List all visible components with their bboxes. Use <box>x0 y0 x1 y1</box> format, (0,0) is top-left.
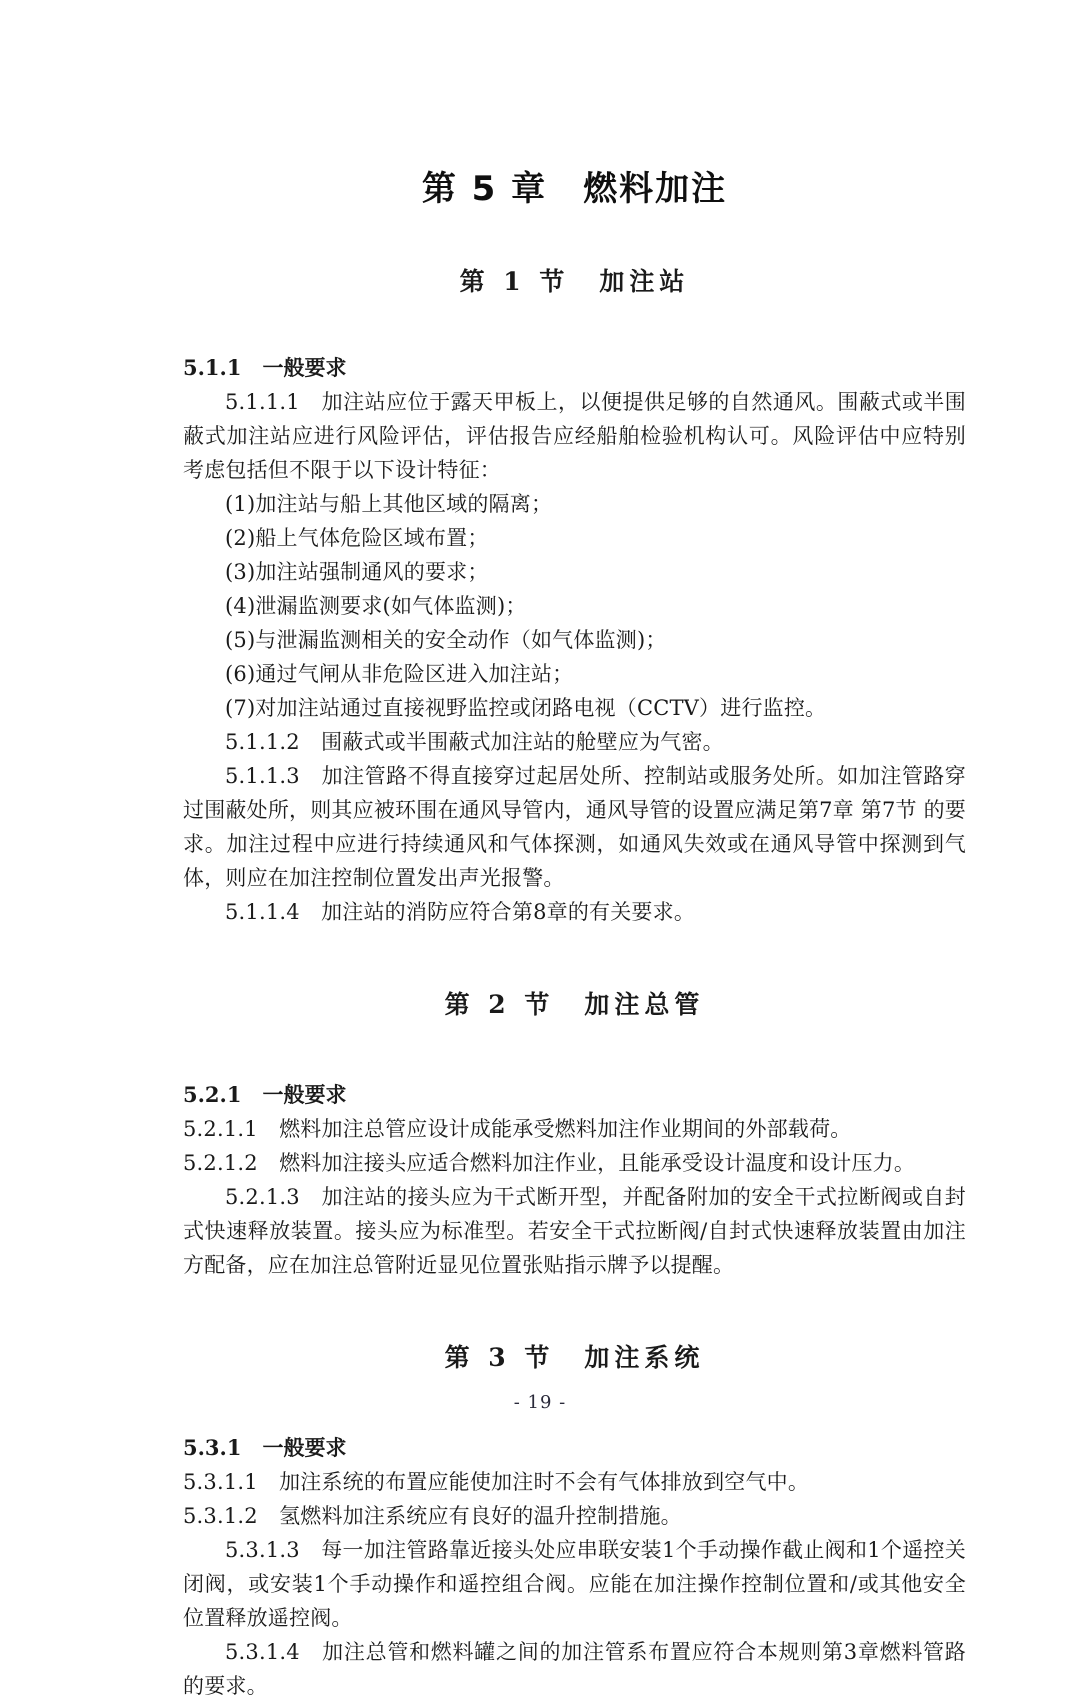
subsection-heading-5-1-1: 5.1.1 一般要求 <box>183 355 347 380</box>
paragraph-5-1-1-2: 5.1.1.2 围蔽式或半围蔽式加注站的舱壁应为气密。 <box>225 729 724 754</box>
paragraph-5-1-1-1: 5.1.1.1 加注站应位于露天甲板上，以便提供足够的自然通风。围蔽式或半围蔽式加注站应进行风险评估，评估报告应经船舶检验机构认可。风险评估中应特别考虑包括但不限于以下设计特征： <box>183 389 966 482</box>
paragraph-5-3-1-4: 5.3.1.4 加注总管和燃料罐之间的加注管系布置应符合本规则第3章燃料管路的要求。 <box>183 1640 966 1699</box>
paragraph-5-1-1-3: 5.1.1.3 加注管路不得直接穿过起居处所、控制站或服务处所。如加注管路穿过围蔽处所，则其应被环围在通风导管内，通风导管的设置应满足第7章 第7节 的要求。加注过程中应进行持续通风和气体探测，如通风失效或在通风导管中探测到气体，则应在加注控制位置发出声光报警。 <box>183 763 966 890</box>
list-item: (6)通过气闸从非危险区进入加注站； <box>225 661 574 686</box>
list-item: (2)船上气体危险区域布置； <box>225 525 489 550</box>
list-item: (7)对加注站通过直接视野监控或闭路电视（CCTV）进行监控。 <box>225 695 827 720</box>
list-item: (5)与泄漏监测相关的安全动作（如气体监测)； <box>225 627 667 652</box>
paragraph-5-2-1-1: 5.2.1.1 燃料加注总管应设计成能承受燃料加注作业期间的外部载荷。 <box>183 1116 852 1141</box>
paragraph-5-2-1-3: 5.2.1.3 加注站的接头应为干式断开型，并配备附加的安全干式拉断阀或自封式快速释放装置。接头应为标准型。若安全干式拉断阀/自封式快速释放装置由加注方配备，应在加注总管附近显见位置张贴指示牌予以提醒。 <box>183 1184 966 1277</box>
page-content-column <box>183 0 966 1703</box>
section-title-1: 第 1 节 加注站 <box>459 266 690 296</box>
subsection-heading-5-3-1: 5.3.1 一般要求 <box>183 1435 347 1461</box>
section-title-3: 第 3 节 加注系统 <box>444 1342 705 1372</box>
list-item: (3)加注站强制通风的要求； <box>225 559 489 584</box>
chapter-title: 第 5 章 燃料加注 <box>421 169 728 209</box>
paragraph-5-3-1-3: 5.3.1.3 每一加注管路靠近接头处应串联安装1个手动操作截止阀和1个遥控关闭阀，或安装1个手动操作和遥控组合阀。应能在加注操作控制位置和/或其他安全位置释放遥控阀。 <box>183 1538 966 1631</box>
list-item: (1)加注站与船上其他区域的隔离； <box>225 491 553 516</box>
list-item: (4)泄漏监测要求(如气体监测)； <box>225 593 527 618</box>
paragraph-5-3-1-1: 5.3.1.1 加注系统的布置应能使加注时不会有气体排放到空气中。 <box>183 1469 810 1494</box>
paragraph-5-2-1-2: 5.2.1.2 燃料加注接头应适合燃料加注作业，且能承受设计温度和设计压力。 <box>183 1150 916 1175</box>
paragraph-5-1-1-4: 5.1.1.4 加注站的消防应符合第8章的有关要求。 <box>225 899 696 924</box>
paragraph-5-3-1-2: 5.3.1.2 氢燃料加注系统应有良好的温升控制措施。 <box>183 1503 682 1528</box>
section-title-2: 第 2 节 加注总管 <box>444 989 705 1019</box>
subsection-heading-5-2-1: 5.2.1 一般要求 <box>183 1082 347 1108</box>
page-number: - 19 - <box>513 1392 567 1413</box>
